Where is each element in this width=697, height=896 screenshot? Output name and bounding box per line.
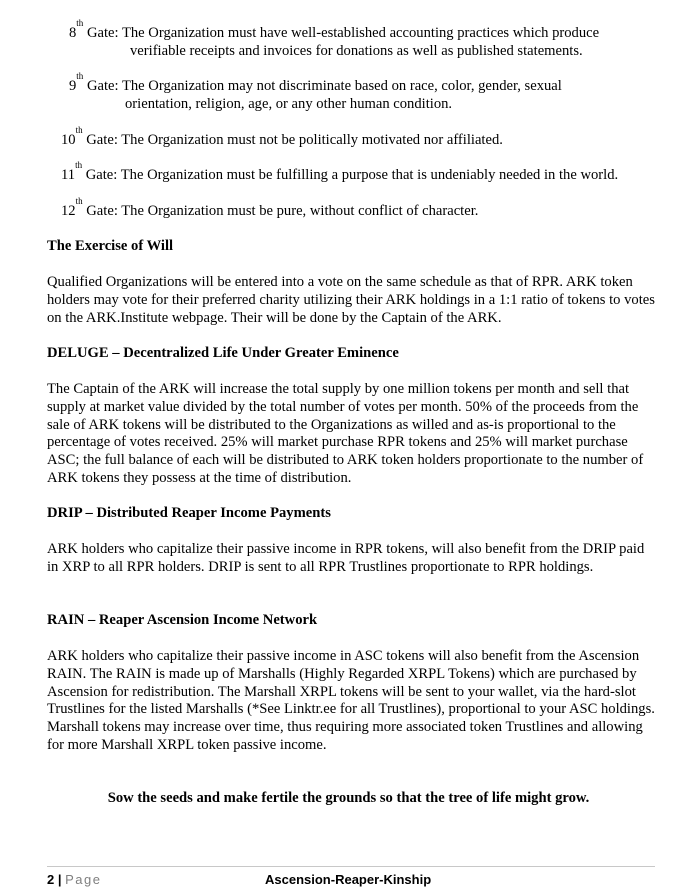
gate-number: 10 <box>61 132 76 148</box>
section-body: The Captain of the ARK will increase the total supply by one million tokens per month and sell that supply at market value divided by the total number of votes per month. 50% of the proceeds from the sale of ARK tokens will be distributed to the Organizations as willed and as-is proportional to the percentage of votes received. 25% will market purchase RPR tokens and 25% will market purchase ASC; the full balance of each will be distributed to ARK token holders proportionate to the number of ARK tokens they possess at the time of distribution. <box>47 381 644 486</box>
gate-number: 8 <box>69 25 77 41</box>
gate-text-continued: orientation, religion, age, or any other human condition. <box>125 95 453 112</box>
gate-text: The Organization may not discriminate based on race, color, gender, sexual <box>121 78 562 94</box>
document-title: Ascension-Reaper-Kinship <box>265 872 432 887</box>
gate-label: Gate: <box>86 203 118 219</box>
gate-text: The Organization must not be politically motivated nor affiliated. <box>121 132 503 148</box>
gate-item <box>61 196 479 221</box>
gate-ordinal: th <box>76 18 84 28</box>
footer-divider <box>47 866 655 867</box>
gate-item <box>69 71 562 113</box>
gate-label: Gate: <box>86 25 119 41</box>
gate-number: 12 <box>61 203 76 219</box>
gate-label: Gate: <box>86 132 118 148</box>
section-body: Qualified Organizations will be entered into a vote on the same schedule as that of RPR. ARK token holders may vote for their preferred charity utilizing their ARK holdings in a 1:1 ratio of tokens to votes on the ARK.Institute webpage. Their will be done by the Captain of the ARK. <box>47 274 655 326</box>
gate-text: The Organization must be pure, without conflict of character. <box>121 203 479 219</box>
page-footer <box>47 872 655 890</box>
section-heading: The Exercise of Will <box>47 238 174 254</box>
gate-text: The Organization must be fulfilling a purpose that is undeniably needed in the world. <box>120 167 619 183</box>
gate-text: The Organization must have well-established accounting practices which produce <box>121 25 600 41</box>
gate-label: Gate: <box>85 167 118 183</box>
section-body: ARK holders who capitalize their passive income in RPR tokens, will also benefit from the DRIP paid in XRP to all RPR holders. DRIP is sent to all RPR Trustlines proportionate to RPR holdings. <box>47 541 645 575</box>
gate-item <box>61 160 619 185</box>
gate-item <box>61 125 503 150</box>
gate-text-continued: verifiable receipts and invoices for donations as well as published statements. <box>130 42 583 59</box>
footer-separator: | <box>57 872 62 887</box>
gate-number: 9 <box>69 78 77 94</box>
gate-number: 11 <box>61 167 76 183</box>
gate-ordinal: th <box>75 160 83 170</box>
page-label: Page <box>65 872 102 887</box>
section-body: ARK holders who capitalize their passive income in ASC tokens will also benefit from the Ascension RAIN. The RAIN is made up of Marshalls (Highly Regarded XRPL Tokens) which are purchased by Ascension for redistribution. The Marshall XRPL tokens will be sent to your wallet, via the hard-slot Trustlines for the listed Marshalls (*See Linktr.ee for all Trustlines), proportional to your ASC holdings. Marshall tokens may increase over time, thus requiring more associated token Trustlines and allowing for more Marshall XRPL token passive income. <box>47 648 655 753</box>
section-heading: RAIN – Reaper Ascension Income Network <box>47 612 318 628</box>
gate-label: Gate: <box>86 78 119 94</box>
gate-item <box>69 18 600 60</box>
gate-ordinal: th <box>75 125 83 135</box>
section-heading: DELUGE – Decentralized Life Under Greater Eminence <box>47 345 399 361</box>
section-heading: DRIP – Distributed Reaper Income Payments <box>47 505 331 521</box>
page-number: 2 <box>47 872 55 887</box>
closing-statement: Sow the seeds and make fertile the grounds so that the tree of life might grow. <box>107 790 590 806</box>
gate-ordinal: th <box>75 196 83 206</box>
gate-ordinal: th <box>76 71 84 81</box>
